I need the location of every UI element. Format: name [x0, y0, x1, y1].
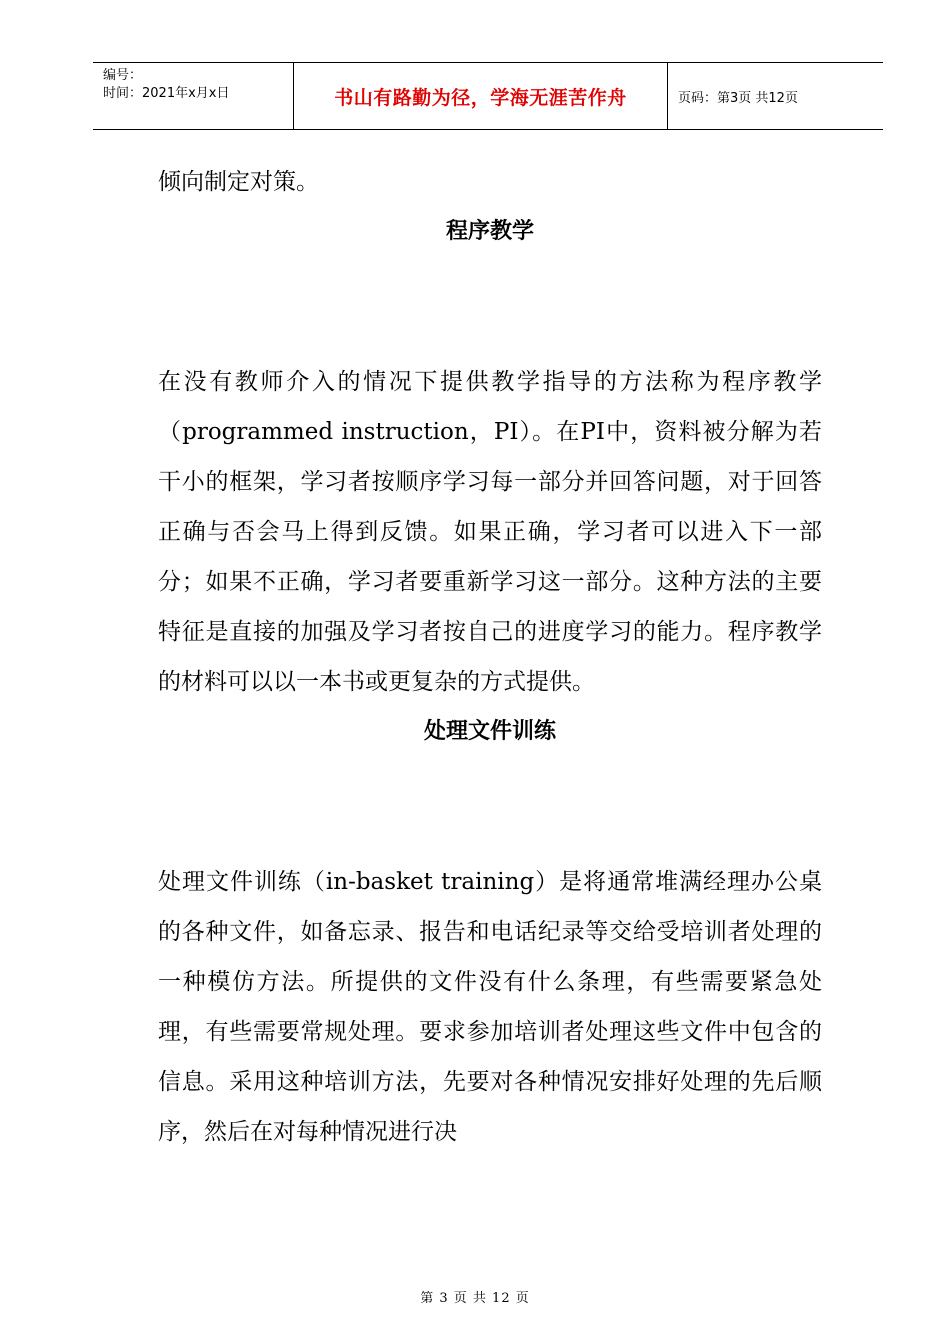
- section-spacer: [158, 257, 822, 357]
- document-body: [158, 157, 822, 1157]
- in-basket-training-paragraph: 处理文件训练（in-basket training）是将通常堆满经理办公桌的各种文件，如备忘录、报告和电话纪录等交给受培训者处理的一种模仿方法。所提供的文件没有什么条理，有些需要紧急处理，有些需要常规处理。要求参加培训者处理这些文件中包含的信息。采用这种培训方法，先要对各种情况安排好处理的先后顺序，然后在对每种情况进行决: [158, 869, 822, 1145]
- section-title-programmed-instruction: 程序教学: [445, 219, 534, 244]
- document-header: [93, 62, 883, 130]
- header-motto: 书山有路勤为径，学海无涯苦作舟: [294, 63, 668, 129]
- document-time-label: 时间：2021年x月x日: [103, 86, 230, 101]
- section-title-in-basket-training: 处理文件训练: [423, 719, 556, 744]
- document-number-label: 编号：: [103, 68, 143, 83]
- programmed-instruction-paragraph: 在没有教师介入的情况下提供教学指导的方法称为程序教学（programmed instruction，PI）。在PI中，资料被分解为若干小的框架，学习者按顺序学习每一部分并回答问题，对于回答正确与否会马上得到反馈。如果正确，学习者可以进入下一部分；如果不正确，学习者要重新学习这一部分。这种方法的主要特征是直接的加强及学习者按自己的进度学习的能力。程序教学的材料可以以一本书或更复杂的方式提供。: [158, 369, 822, 695]
- section-spacer: [158, 757, 822, 857]
- header-meta-cell: [93, 63, 294, 129]
- page-footer: 第 3 页 共 12 页: [420, 1291, 530, 1306]
- intro-tail-paragraph: 倾向制定对策。: [158, 169, 319, 195]
- header-page-info: 页码：第3页 共12页: [678, 90, 798, 106]
